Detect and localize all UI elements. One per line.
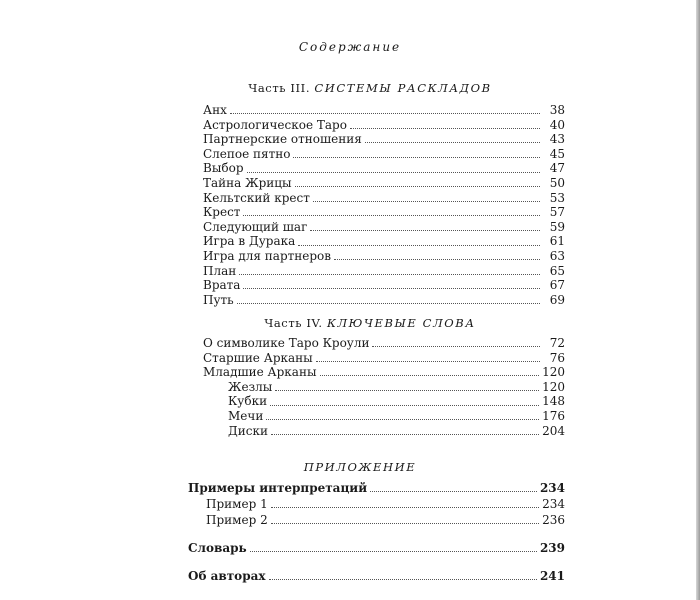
leader-dots bbox=[270, 402, 539, 406]
toc-entry[interactable] bbox=[203, 293, 565, 308]
toc-entry-label: Об авторах bbox=[188, 569, 266, 583]
toc-entry-page: 57 bbox=[549, 205, 565, 220]
toc-entry-label: Врата bbox=[203, 278, 241, 293]
toc-entry-page: 239 bbox=[539, 541, 565, 555]
spacer bbox=[188, 528, 565, 540]
toc-entry[interactable] bbox=[203, 118, 565, 133]
part-3-heading bbox=[0, 81, 700, 95]
leader-dots bbox=[266, 416, 539, 420]
toc-entry[interactable] bbox=[203, 191, 565, 206]
leader-dots bbox=[271, 431, 539, 435]
part-4-heading bbox=[0, 316, 700, 330]
leader-dots bbox=[239, 271, 540, 275]
leader-dots bbox=[372, 343, 540, 347]
toc-entry-label: Партнерские отношения bbox=[203, 132, 362, 147]
toc-entry-label: Анх bbox=[203, 103, 227, 117]
page-title: Содержание bbox=[298, 40, 402, 54]
leader-dots bbox=[271, 504, 539, 508]
toc-entry[interactable] bbox=[188, 568, 565, 584]
toc-entry[interactable] bbox=[203, 249, 565, 264]
toc-entry[interactable] bbox=[203, 147, 565, 162]
toc-entry-label: Мечи bbox=[228, 408, 264, 423]
part-4-toc bbox=[203, 336, 565, 438]
leader-dots bbox=[295, 183, 540, 187]
toc-entry-page: 59 bbox=[549, 219, 565, 234]
leader-dots bbox=[370, 488, 537, 492]
part-3-prefix: Часть III. bbox=[248, 81, 311, 95]
toc-entry-page: 234 bbox=[539, 481, 565, 495]
toc-entry-page: 120 bbox=[542, 379, 565, 394]
toc-entry-label: Астрологическое Таро bbox=[203, 117, 347, 132]
toc-entry[interactable] bbox=[203, 103, 565, 118]
leader-dots bbox=[275, 387, 539, 391]
toc-subentry[interactable] bbox=[188, 496, 565, 512]
leader-dots bbox=[269, 576, 537, 580]
toc-entry-page: 72 bbox=[549, 336, 565, 350]
toc-entry-page: 47 bbox=[549, 161, 565, 176]
toc-subentry[interactable] bbox=[203, 424, 565, 439]
toc-entry-page: 43 bbox=[549, 132, 565, 147]
leader-dots bbox=[230, 110, 540, 114]
toc-entry-label: Примеры интерпретаций bbox=[188, 481, 368, 495]
toc-entry-label: Жезлы bbox=[228, 379, 273, 394]
toc-entry[interactable] bbox=[203, 278, 565, 293]
leader-dots bbox=[243, 212, 540, 216]
toc-entry-page: 236 bbox=[542, 513, 565, 527]
toc-entry[interactable] bbox=[188, 480, 565, 496]
toc-entry-page: 40 bbox=[549, 117, 565, 132]
toc-entry-label: Старшие Арканы bbox=[203, 350, 313, 365]
toc-entry-page: 76 bbox=[549, 350, 565, 365]
leader-dots bbox=[313, 198, 540, 202]
appendix-toc bbox=[188, 480, 565, 584]
toc-entry-page: 45 bbox=[549, 146, 565, 161]
toc-subentry[interactable] bbox=[203, 409, 565, 424]
toc-subentry[interactable] bbox=[203, 380, 565, 395]
toc-entry-label: Выбор bbox=[203, 161, 244, 176]
toc-entry-label: Тайна Жрицы bbox=[203, 175, 292, 190]
toc-entry-label: Игра в Дурака bbox=[203, 234, 296, 249]
toc-entry-page: 67 bbox=[549, 278, 565, 293]
leader-dots bbox=[243, 285, 540, 289]
toc-entry-label: Диски bbox=[228, 423, 268, 438]
part-3-toc bbox=[203, 103, 565, 307]
toc-entry-page: 65 bbox=[549, 263, 565, 278]
toc-entry-label: Крест bbox=[203, 205, 241, 220]
leader-dots bbox=[350, 125, 540, 129]
toc-entry-page: 234 bbox=[542, 497, 565, 511]
toc-entry-label: О символике Таро Кроули bbox=[203, 336, 370, 350]
toc-entry-page: 63 bbox=[549, 248, 565, 263]
toc-entry-page: 50 bbox=[549, 175, 565, 190]
part-4-prefix: Часть IV. bbox=[264, 316, 323, 330]
part-3-title: СИСТЕМЫ РАСКЛАДОВ bbox=[314, 81, 492, 95]
toc-entry[interactable] bbox=[203, 220, 565, 235]
leader-dots bbox=[298, 242, 540, 246]
leader-dots bbox=[247, 169, 541, 173]
leader-dots bbox=[310, 227, 540, 231]
toc-entry-page: 61 bbox=[549, 234, 565, 249]
leader-dots bbox=[334, 256, 540, 260]
toc-entry-label: Слепое пятно bbox=[203, 146, 291, 161]
toc-entry-label: Словарь bbox=[188, 541, 247, 555]
appendix-heading bbox=[10, 460, 700, 474]
toc-entry-page: 148 bbox=[542, 394, 565, 409]
leader-dots bbox=[365, 139, 540, 143]
toc-entry[interactable] bbox=[188, 540, 565, 556]
toc-entry-page: 38 bbox=[549, 103, 565, 117]
toc-entry[interactable] bbox=[203, 132, 565, 147]
toc-entry-label: Игра для партнеров bbox=[203, 248, 332, 263]
toc-entry[interactable] bbox=[203, 176, 565, 191]
toc-entry-label: Следующий шаг bbox=[203, 219, 308, 234]
leader-dots bbox=[293, 154, 540, 158]
leader-dots bbox=[271, 520, 539, 524]
toc-subentry[interactable] bbox=[188, 512, 565, 528]
leader-dots bbox=[237, 300, 540, 304]
toc-entry[interactable] bbox=[203, 234, 565, 249]
appendix-title: ПРИЛОЖЕНИЕ bbox=[303, 460, 417, 474]
part-4-title: КЛЮЧЕВЫЕ СЛОВА bbox=[326, 316, 476, 330]
toc-entry-page: 53 bbox=[549, 190, 565, 205]
toc-entry-page: 120 bbox=[542, 365, 565, 380]
toc-entry[interactable] bbox=[203, 365, 565, 380]
toc-entry-label: Путь bbox=[203, 292, 234, 307]
toc-entry[interactable] bbox=[203, 264, 565, 279]
toc-entry[interactable] bbox=[203, 161, 565, 176]
toc-entry-label: План bbox=[203, 263, 237, 278]
toc-entry[interactable] bbox=[203, 205, 565, 220]
leader-dots bbox=[316, 358, 540, 362]
toc-entry-page: 204 bbox=[542, 423, 565, 438]
toc-entry-label: Кубки bbox=[228, 394, 268, 409]
toc-subentry[interactable] bbox=[203, 394, 565, 409]
toc-entry-page: 241 bbox=[539, 569, 565, 583]
toc-entry[interactable] bbox=[203, 351, 565, 366]
toc-entry-label: Пример 2 bbox=[206, 513, 268, 527]
toc-entry[interactable] bbox=[203, 336, 565, 351]
toc-entry-page: 176 bbox=[542, 408, 565, 423]
spacer bbox=[188, 556, 565, 568]
toc-entry-label: Младшие Арканы bbox=[203, 365, 317, 380]
leader-dots bbox=[250, 548, 537, 552]
toc-entry-label: Пример 1 bbox=[206, 497, 268, 511]
toc-entry-label: Кельтский крест bbox=[203, 190, 310, 205]
leader-dots bbox=[320, 372, 540, 376]
toc-entry-page: 69 bbox=[549, 292, 565, 307]
